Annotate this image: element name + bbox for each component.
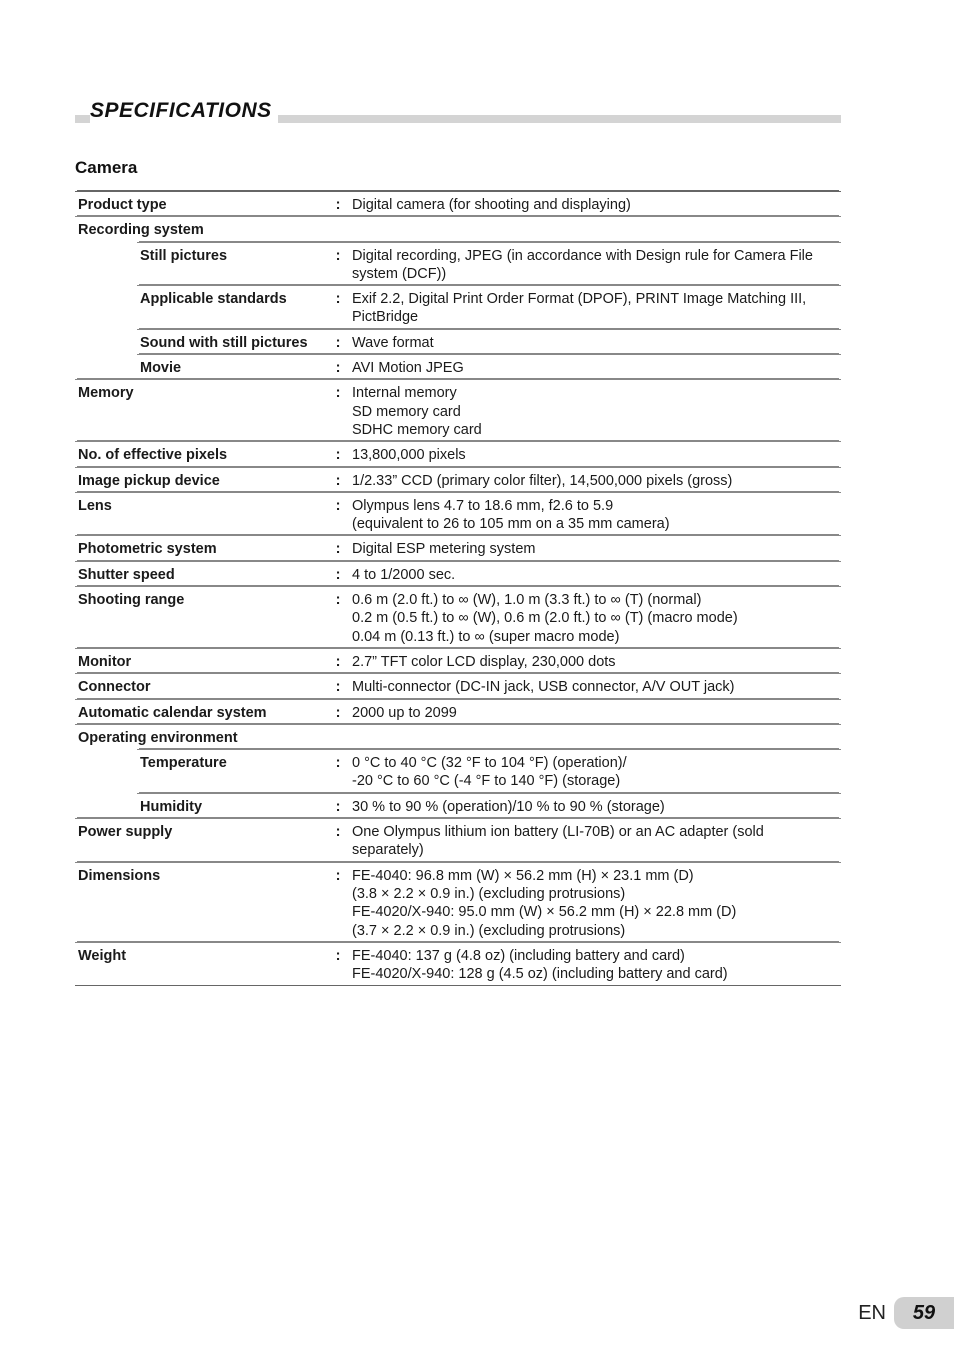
spec-value bbox=[350, 729, 841, 747]
spec-row bbox=[137, 329, 841, 354]
spec-value bbox=[350, 704, 841, 722]
spec-value-line: Internal memory bbox=[352, 385, 457, 402]
spec-separator: : bbox=[335, 566, 341, 583]
spec-label: Photometric system bbox=[78, 541, 217, 558]
spec-value-line: SD memory card bbox=[352, 403, 461, 420]
spec-value-line: FE-4020/X-940: 128 g (4.5 oz) (including battery and card) bbox=[352, 966, 728, 983]
spec-value bbox=[350, 540, 841, 558]
spec-value bbox=[350, 196, 841, 214]
spec-row bbox=[137, 354, 841, 379]
spec-label: Connector bbox=[78, 679, 151, 696]
spec-separator bbox=[326, 221, 350, 239]
table-bottom-rule bbox=[75, 985, 841, 986]
spec-row bbox=[75, 862, 841, 942]
spec-value bbox=[350, 754, 841, 791]
spec-value-line: Digital ESP metering system bbox=[352, 541, 536, 558]
spec-label: Automatic calendar system bbox=[78, 704, 267, 721]
spec-label: Monitor bbox=[78, 653, 132, 670]
spec-label: Weight bbox=[78, 947, 127, 964]
spec-separator: : bbox=[335, 653, 341, 670]
spec-label: Shutter speed bbox=[78, 566, 175, 583]
spec-row bbox=[75, 724, 841, 749]
spec-row bbox=[75, 818, 841, 862]
spec-value bbox=[350, 290, 841, 327]
spec-value-line: Exif 2.2, Digital Print Order Format (DPOF), PRINT Image Matching III, PictBridge bbox=[352, 291, 807, 326]
spec-row bbox=[75, 535, 841, 560]
spec-separator: : bbox=[335, 541, 341, 558]
spec-row bbox=[137, 793, 841, 818]
spec-value-line: 0 °C to 40 °C (32 °F to 104 °F) (operation)/ bbox=[352, 755, 627, 772]
spec-label: Still pictures bbox=[140, 247, 228, 264]
spec-separator: : bbox=[335, 824, 341, 841]
spec-value-line: SDHC memory card bbox=[352, 421, 482, 438]
section-title: Camera bbox=[75, 158, 138, 177]
spec-row bbox=[137, 749, 841, 793]
spec-label: Lens bbox=[78, 497, 112, 514]
spec-label: No. of effective pixels bbox=[78, 447, 228, 464]
page-title: SPECIFICATIONS bbox=[90, 98, 278, 124]
spec-separator: : bbox=[335, 334, 341, 351]
spec-value bbox=[350, 334, 841, 352]
spec-row bbox=[75, 942, 841, 986]
spec-label: Recording system bbox=[78, 222, 204, 239]
spec-label: Temperature bbox=[140, 755, 227, 772]
spec-value-line: 13,800,000 pixels bbox=[352, 447, 466, 464]
spec-separator: : bbox=[335, 947, 341, 964]
spec-separator: : bbox=[335, 867, 341, 884]
spec-separator: : bbox=[335, 472, 341, 489]
spec-row bbox=[75, 467, 841, 492]
spec-label: Sound with still pictures bbox=[140, 334, 308, 351]
spec-separator: : bbox=[335, 704, 341, 721]
spec-row bbox=[75, 379, 841, 441]
spec-value-line: 30 % to 90 % (operation)/10 % to 90 % (storage) bbox=[352, 798, 665, 815]
spec-value-line: -20 °C to 60 °C (-4 °F to 140 °F) (storage) bbox=[352, 773, 621, 790]
spec-separator: : bbox=[335, 247, 341, 264]
spec-value bbox=[350, 446, 841, 464]
spec-value bbox=[350, 947, 841, 984]
spec-value-line: Digital camera (for shooting and displaying) bbox=[352, 197, 631, 213]
spec-value-line: Digital recording, JPEG (in accordance with Design rule for Camera File system (DCF)) bbox=[352, 247, 813, 282]
spec-value bbox=[350, 867, 841, 940]
spec-row bbox=[75, 699, 841, 724]
spec-row bbox=[75, 492, 841, 536]
spec-label: Humidity bbox=[140, 798, 203, 815]
spec-label: Product type bbox=[78, 197, 167, 213]
spec-row bbox=[75, 561, 841, 586]
spec-value-line: 0.2 m (0.5 ft.) to ∞ (W), 0.6 m (2.0 ft.) to ∞ (T) (macro mode) bbox=[352, 610, 738, 627]
spec-value-line: Olympus lens 4.7 to 18.6 mm, f2.6 to 5.9 bbox=[352, 497, 614, 514]
spec-separator: : bbox=[335, 447, 341, 464]
spec-separator: : bbox=[335, 798, 341, 815]
spec-label: Memory bbox=[78, 385, 134, 402]
spec-value-line: 2.7” TFT color LCD display, 230,000 dots bbox=[352, 653, 616, 670]
page-footer bbox=[858, 1297, 954, 1329]
language-code: EN bbox=[858, 1301, 886, 1324]
spec-value-line: FE-4040: 137 g (4.8 oz) (including battery and card) bbox=[352, 947, 685, 964]
spec-value-line: (3.7 × 2.2 × 0.9 in.) (excluding protrusions) bbox=[352, 922, 626, 939]
spec-value-line: 0.6 m (2.0 ft.) to ∞ (W), 1.0 m (3.3 ft.) to ∞ (T) (normal) bbox=[352, 592, 702, 609]
spec-value-line: AVI Motion JPEG bbox=[352, 360, 464, 377]
spec-value-line: Wave format bbox=[352, 334, 434, 351]
spec-value bbox=[350, 497, 841, 534]
spec-row bbox=[75, 441, 841, 466]
spec-value-line: 2000 up to 2099 bbox=[352, 704, 457, 721]
specifications-table bbox=[75, 191, 841, 986]
spec-separator: : bbox=[335, 197, 341, 213]
spec-value-line: Multi-connector (DC-IN jack, USB connector, A/V OUT jack) bbox=[352, 679, 735, 696]
spec-row bbox=[75, 648, 841, 673]
spec-label: Image pickup device bbox=[78, 472, 220, 489]
spec-value-line: FE-4040: 96.8 mm (W) × 56.2 mm (H) × 23.1 mm (D) bbox=[352, 867, 694, 884]
spec-value-line: 1/2.33” CCD (primary color filter), 14,500,000 pixels (gross) bbox=[352, 472, 733, 489]
spec-value bbox=[350, 472, 841, 490]
spec-row bbox=[75, 673, 841, 698]
spec-label: Operating environment bbox=[78, 729, 238, 746]
spec-value-line: (equivalent to 26 to 105 mm on a 35 mm camera) bbox=[352, 516, 670, 533]
spec-separator bbox=[326, 729, 350, 747]
spec-value bbox=[350, 798, 841, 816]
spec-value-line: One Olympus lithium ion battery (LI-70B) or an AC adapter (sold separately) bbox=[352, 824, 764, 859]
spec-separator: : bbox=[335, 497, 341, 514]
page-header bbox=[75, 98, 841, 126]
spec-separator: : bbox=[335, 385, 341, 402]
spec-value bbox=[350, 359, 841, 377]
spec-value bbox=[350, 591, 841, 646]
spec-separator: : bbox=[335, 755, 341, 772]
spec-label: Dimensions bbox=[78, 867, 161, 884]
spec-label: Applicable standards bbox=[140, 291, 287, 308]
spec-label: Shooting range bbox=[78, 592, 185, 609]
spec-row bbox=[75, 586, 841, 648]
spec-value bbox=[350, 221, 841, 239]
page-number: 59 bbox=[894, 1297, 954, 1329]
spec-value-line: FE-4020/X-940: 95.0 mm (W) × 56.2 mm (H) × 22.8 mm (D) bbox=[352, 904, 737, 921]
spec-row bbox=[75, 216, 841, 241]
spec-value bbox=[350, 678, 841, 696]
spec-value bbox=[350, 247, 841, 284]
spec-row bbox=[137, 242, 841, 286]
spec-separator: : bbox=[335, 679, 341, 696]
spec-separator: : bbox=[335, 291, 341, 308]
spec-separator: : bbox=[335, 592, 341, 609]
spec-value bbox=[350, 653, 841, 671]
spec-separator: : bbox=[335, 360, 341, 377]
spec-value-line: 4 to 1/2000 sec. bbox=[352, 566, 456, 583]
spec-row bbox=[137, 285, 841, 329]
spec-label: Movie bbox=[140, 360, 182, 377]
spec-label: Power supply bbox=[78, 824, 173, 841]
spec-value-line: (3.8 × 2.2 × 0.9 in.) (excluding protrusions) bbox=[352, 885, 626, 902]
spec-value bbox=[350, 566, 841, 584]
spec-row bbox=[75, 191, 841, 216]
spec-value bbox=[350, 384, 841, 439]
spec-value-line: 0.04 m (0.13 ft.) to ∞ (super macro mode) bbox=[352, 628, 620, 645]
spec-value bbox=[350, 823, 841, 860]
